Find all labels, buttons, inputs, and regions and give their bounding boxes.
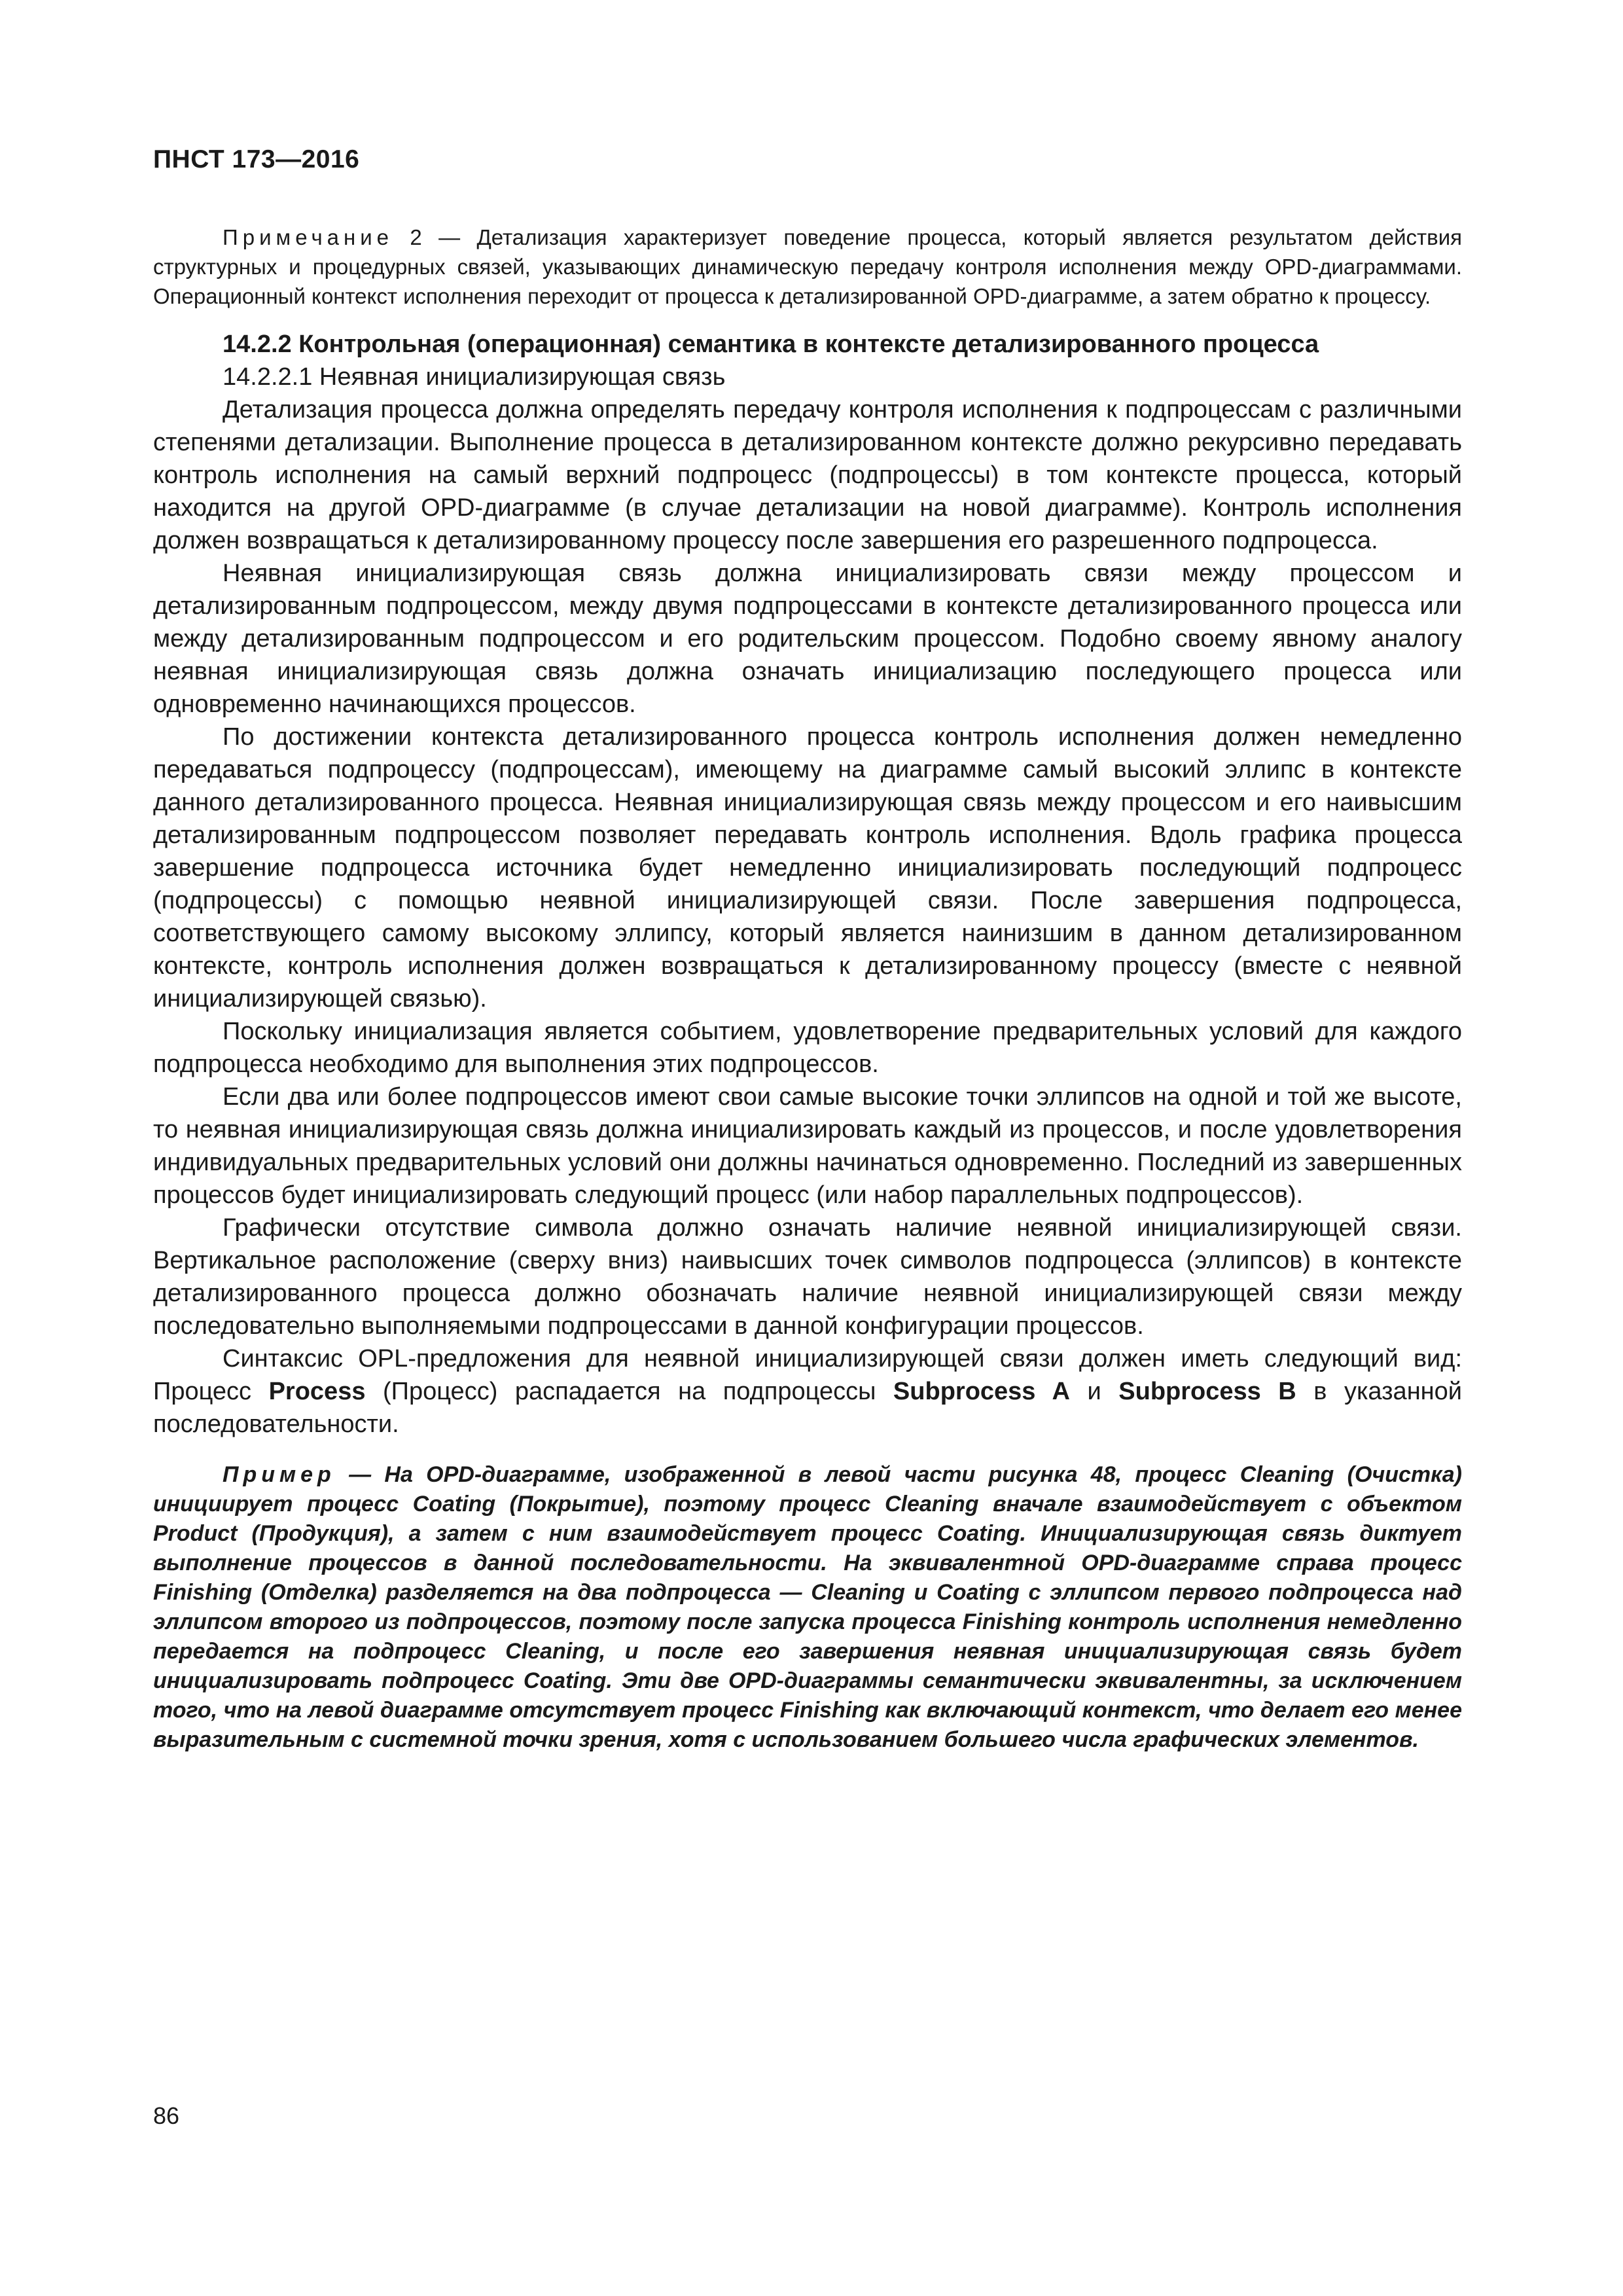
- syntax-text: (Процесс) распадается на подпроцессы: [365, 1378, 893, 1405]
- page-content: [153, 223, 1462, 1755]
- body-paragraph: Графически отсутствие символа должно означать наличие неявной инициализирующей связи. Вертикальное расположение (сверху вниз) наивысших точек символов подпроцесса (эллипсов) в контексте детализированного процесса должно обозначать наличие неявной инициализирующей связи между последовательно выполняемыми подпроцессами в данной конфигурации процессов.: [153, 1214, 1462, 1340]
- body-paragraph: Если два или более подпроцессов имеют свои самые высокие точки эллипсов на одной и той же высоте, то неявная инициализирующая связь должна инициализировать каждый из процессов, и после удовлетворения индивидуальных предварительных условий они должны начинаться одновременно. Последний из завершенных процессов будет инициализировать следующий процесс (или набор параллельных подпроцессов).: [153, 1083, 1462, 1209]
- section-subheading: 14.2.2.1 Неявная инициализирующая связь: [223, 363, 726, 391]
- note-paragraph: [153, 223, 1462, 311]
- section-heading: 14.2.2 Контрольная (операционная) семантика в контексте детализированного процесса: [223, 331, 1319, 358]
- page-number: 86: [153, 2102, 180, 2129]
- note-text: 2 — Детализация характеризует поведение процесса, который является результатом действия структурных и процедурных связей, указывающих динамическую передачу контроля исполнения между OPD-диаграммами. Операционный контекст исполнения переходит от процесса к детализированной OPD-диаграмме, а затем обратно к процессу.: [153, 225, 1462, 308]
- syntax-text: Синтаксис OPL-предложения для неявной инициализирующей связи должен иметь следующий вид: Процесс: [153, 1345, 1462, 1405]
- body-paragraph: Детализация процесса должна определять передачу контроля исполнения к подпроцессам с различными степенями детализации. Выполнение процесса в детализированном контексте должно рекурсивно передавать контроль исполнения на самый верхний подпроцесс (подпроцессы) в том контексте процесса, который находится на другой OPD-диаграмме (в случае детализации на новой диаграмме). Контроль исполнения должен возвращаться к детализированному процессу после завершения его разрешенного подпроцесса.: [153, 396, 1462, 554]
- subprocess-a-term: Subprocess A: [893, 1378, 1070, 1405]
- body-paragraph: По достижении контекста детализированного процесса контроль исполнения должен немедленно передаваться подпроцессу (подпроцессам), имеющему на диаграмме самый высокий эллипс в контексте данного детализированного процесса. Неявная инициализирующая связь между процессом и его наивысшим детализированным подпроцессом позволяет передавать контроль исполнения. Вдоль графика процесса завершение подпроцесса источника будет немедленно инициализировать последующий подпроцесс (подпроцессы) с помощью неявной инициализирующей связи. После завершения подпроцесса, соответствующего самому высокому эллипсу, который является наинизшим в данном детализированном контексте, контроль исполнения должен возвращаться к детализированному процессу (вместе с неявной инициализирующей связью).: [153, 723, 1462, 1013]
- syntax-paragraph: [153, 1342, 1462, 1441]
- process-term: Process: [268, 1378, 366, 1405]
- syntax-text: и: [1070, 1378, 1119, 1405]
- syntax-text: в указанной последовательности.: [153, 1378, 1463, 1438]
- body-paragraph: Поскольку инициализация является событием, удовлетворение предварительных условий для каждого подпроцесса необходимо для выполнения этих подпроцессов.: [153, 1018, 1462, 1078]
- note-label: Примечание: [223, 225, 394, 249]
- document-header: ПНСТ 173—2016: [153, 145, 360, 173]
- subprocess-b-term: Subprocess B: [1118, 1378, 1296, 1405]
- example-text: — На OPD-диаграмме, изображенной в левой части рисунка 48, процесс Cleaning (Очистка) инициирует процесс Coating (Покрытие), поэтому процесс Cleaning вначале взаимодействует с объектом Product (Продукция), а затем с ним взаимодействует процесс Coating. Инициализирующая связь диктует выполнение процессов в данной последовательности. На эквивалентной OPD-диаграмме справа процесс Finishing (Отделка) разделяется на два подпроцесса — Cleaning и Coating с эллипсом первого подпроцесса над эллипсом второго из подпроцессов, поэтому после запуска процесса Finishing контроль исполнения немедленно передается на подпроцесс Cleaning, и после его завершения неявная инициализирующая связь будет инициализировать подпроцесс Coating. Эти две OPD-диаграммы семантически эквивалентны, за исключением того, что на левой диаграмме отсутствует процесс Finishing как включающий контекст, что делает его менее выразительным с системной точки зрения, хотя с использованием большего числа графических элементов.: [153, 1462, 1462, 1752]
- example-paragraph: [153, 1460, 1462, 1755]
- example-label: Пример: [223, 1462, 336, 1487]
- body-paragraph: Неявная инициализирующая связь должна инициализировать связи между процессом и детализированным подпроцессом, между двумя подпроцессами в контексте детализированного процесса или между детализированным подпроцессом и его родительским процессом. Подобно своему явному аналогу неявная инициализирующая связь должна означать инициализацию последующего процесса или одновременно начинающихся процессов.: [153, 560, 1462, 718]
